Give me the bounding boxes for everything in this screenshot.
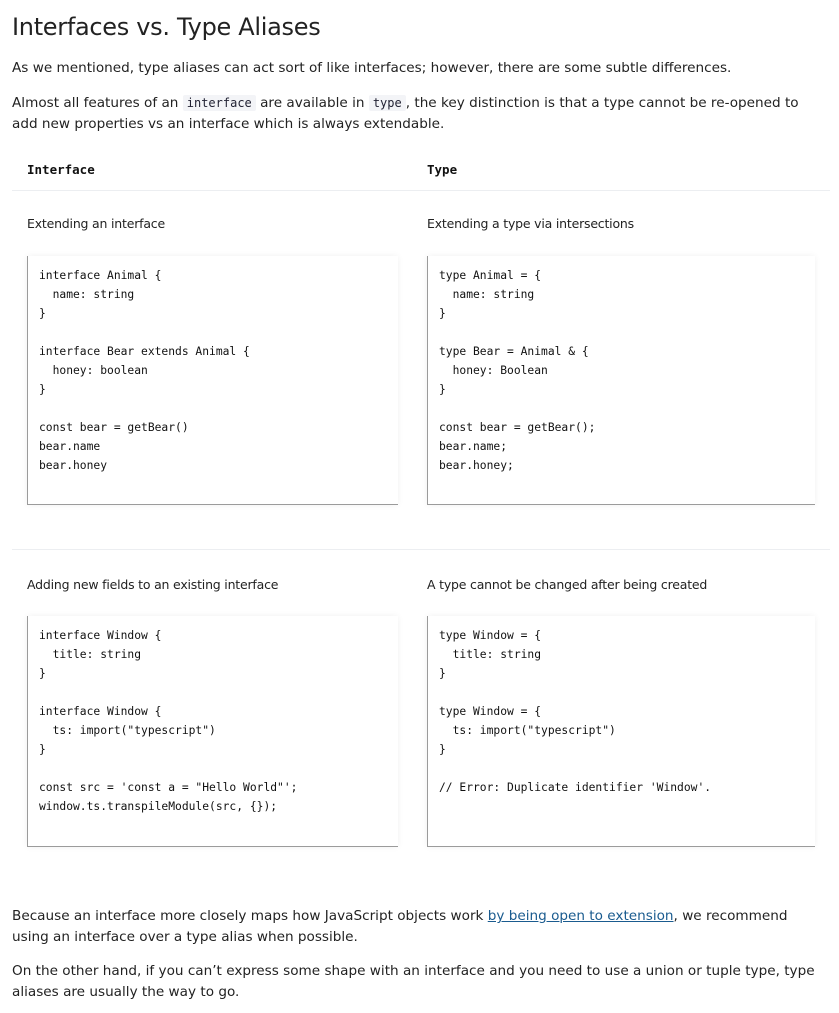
code-line xyxy=(439,759,815,778)
code-line: interface Window { xyxy=(39,629,162,642)
code-line: type Window = { xyxy=(439,629,542,642)
code-line: } xyxy=(39,383,46,396)
table-row xyxy=(12,191,830,550)
code-block-extending-interface xyxy=(27,256,398,505)
code-line: window.ts.transpileModule(src, {}); xyxy=(39,800,278,813)
row2-right-caption: A type cannot be changed after being created xyxy=(427,577,708,592)
code-line: interface Bear extends Animal { xyxy=(39,345,250,358)
code-line: } xyxy=(39,667,46,680)
code-line: ts: import("typescript") xyxy=(39,724,216,737)
inline-code-type: type xyxy=(369,95,406,111)
code-line xyxy=(39,759,398,778)
section-heading: Interfaces vs. Type Aliases xyxy=(12,13,321,41)
code-line: interface Window { xyxy=(39,705,162,718)
code-line: // Error: Duplicate identifier 'Window'. xyxy=(439,781,712,794)
recommendation-paragraph xyxy=(12,906,827,948)
code-line: title: string xyxy=(439,648,542,661)
code-block-type-error xyxy=(427,616,815,847)
table-header-row xyxy=(12,150,830,191)
code-line: } xyxy=(439,307,446,320)
row2-left-caption: Adding new fields to an existing interface xyxy=(27,577,279,592)
code-line xyxy=(439,323,815,342)
code-line: } xyxy=(439,743,446,756)
code-line: bear.name xyxy=(39,440,101,453)
distinction-text-1: Almost all features of an xyxy=(12,95,183,111)
code-line: } xyxy=(439,383,446,396)
code-line: type Animal = { xyxy=(439,269,542,282)
code-line: ts: import("typescript") xyxy=(439,724,616,737)
column-header-type: Type xyxy=(427,162,458,177)
code-line: name: string xyxy=(39,288,135,301)
table-row xyxy=(12,550,830,880)
code-line xyxy=(439,683,815,702)
code-line: type Bear = Animal & { xyxy=(439,345,589,358)
code-line: } xyxy=(39,307,46,320)
open-to-extension-link[interactable]: by being open to extension xyxy=(487,908,674,924)
distinction-paragraph xyxy=(12,93,827,135)
code-line: const src = 'const a = "Hello World"'; xyxy=(39,781,298,794)
code-line: const bear = getBear() xyxy=(39,421,189,434)
code-line: } xyxy=(39,743,46,756)
code-line xyxy=(39,399,398,418)
code-line xyxy=(439,399,815,418)
code-line xyxy=(39,683,398,702)
distinction-text-2: are available in xyxy=(255,95,369,111)
code-line: bear.honey; xyxy=(439,459,514,472)
code-block-extending-type xyxy=(427,256,815,505)
code-block-adding-fields xyxy=(27,616,398,847)
row1-left-caption: Extending an interface xyxy=(27,216,165,231)
code-line: honey: Boolean xyxy=(439,364,548,377)
code-line: bear.name; xyxy=(439,440,508,453)
code-line: interface Animal { xyxy=(39,269,162,282)
intro-paragraph: As we mentioned, type aliases can act sort of like interfaces; however, there are some subtle differences. xyxy=(12,60,732,76)
code-line: type Window = { xyxy=(439,705,542,718)
recommendation-text-2: , we recommend using an interface over a type alias when possible. xyxy=(12,908,788,945)
code-line: } xyxy=(439,667,446,680)
code-line: name: string xyxy=(439,288,535,301)
union-tuple-paragraph: On the other hand, if you can’t express some shape with an interface and you need to use a union or tuple type, type aliases are usually the way to go. xyxy=(12,963,815,1000)
code-line: title: string xyxy=(39,648,142,661)
code-line xyxy=(39,323,398,342)
column-header-interface: Interface xyxy=(27,162,95,177)
distinction-text-3: , the key distinction is that a type cannot be re-opened to add new properties vs an interface which is always extendable. xyxy=(12,95,799,132)
code-line: honey: boolean xyxy=(39,364,148,377)
code-line: const bear = getBear(); xyxy=(439,421,596,434)
recommendation-text-1: Because an interface more closely maps how JavaScript objects work xyxy=(12,908,488,924)
code-line: bear.honey xyxy=(39,459,108,472)
row1-right-caption: Extending a type via intersections xyxy=(427,216,634,231)
inline-code-interface: interface xyxy=(183,95,256,111)
